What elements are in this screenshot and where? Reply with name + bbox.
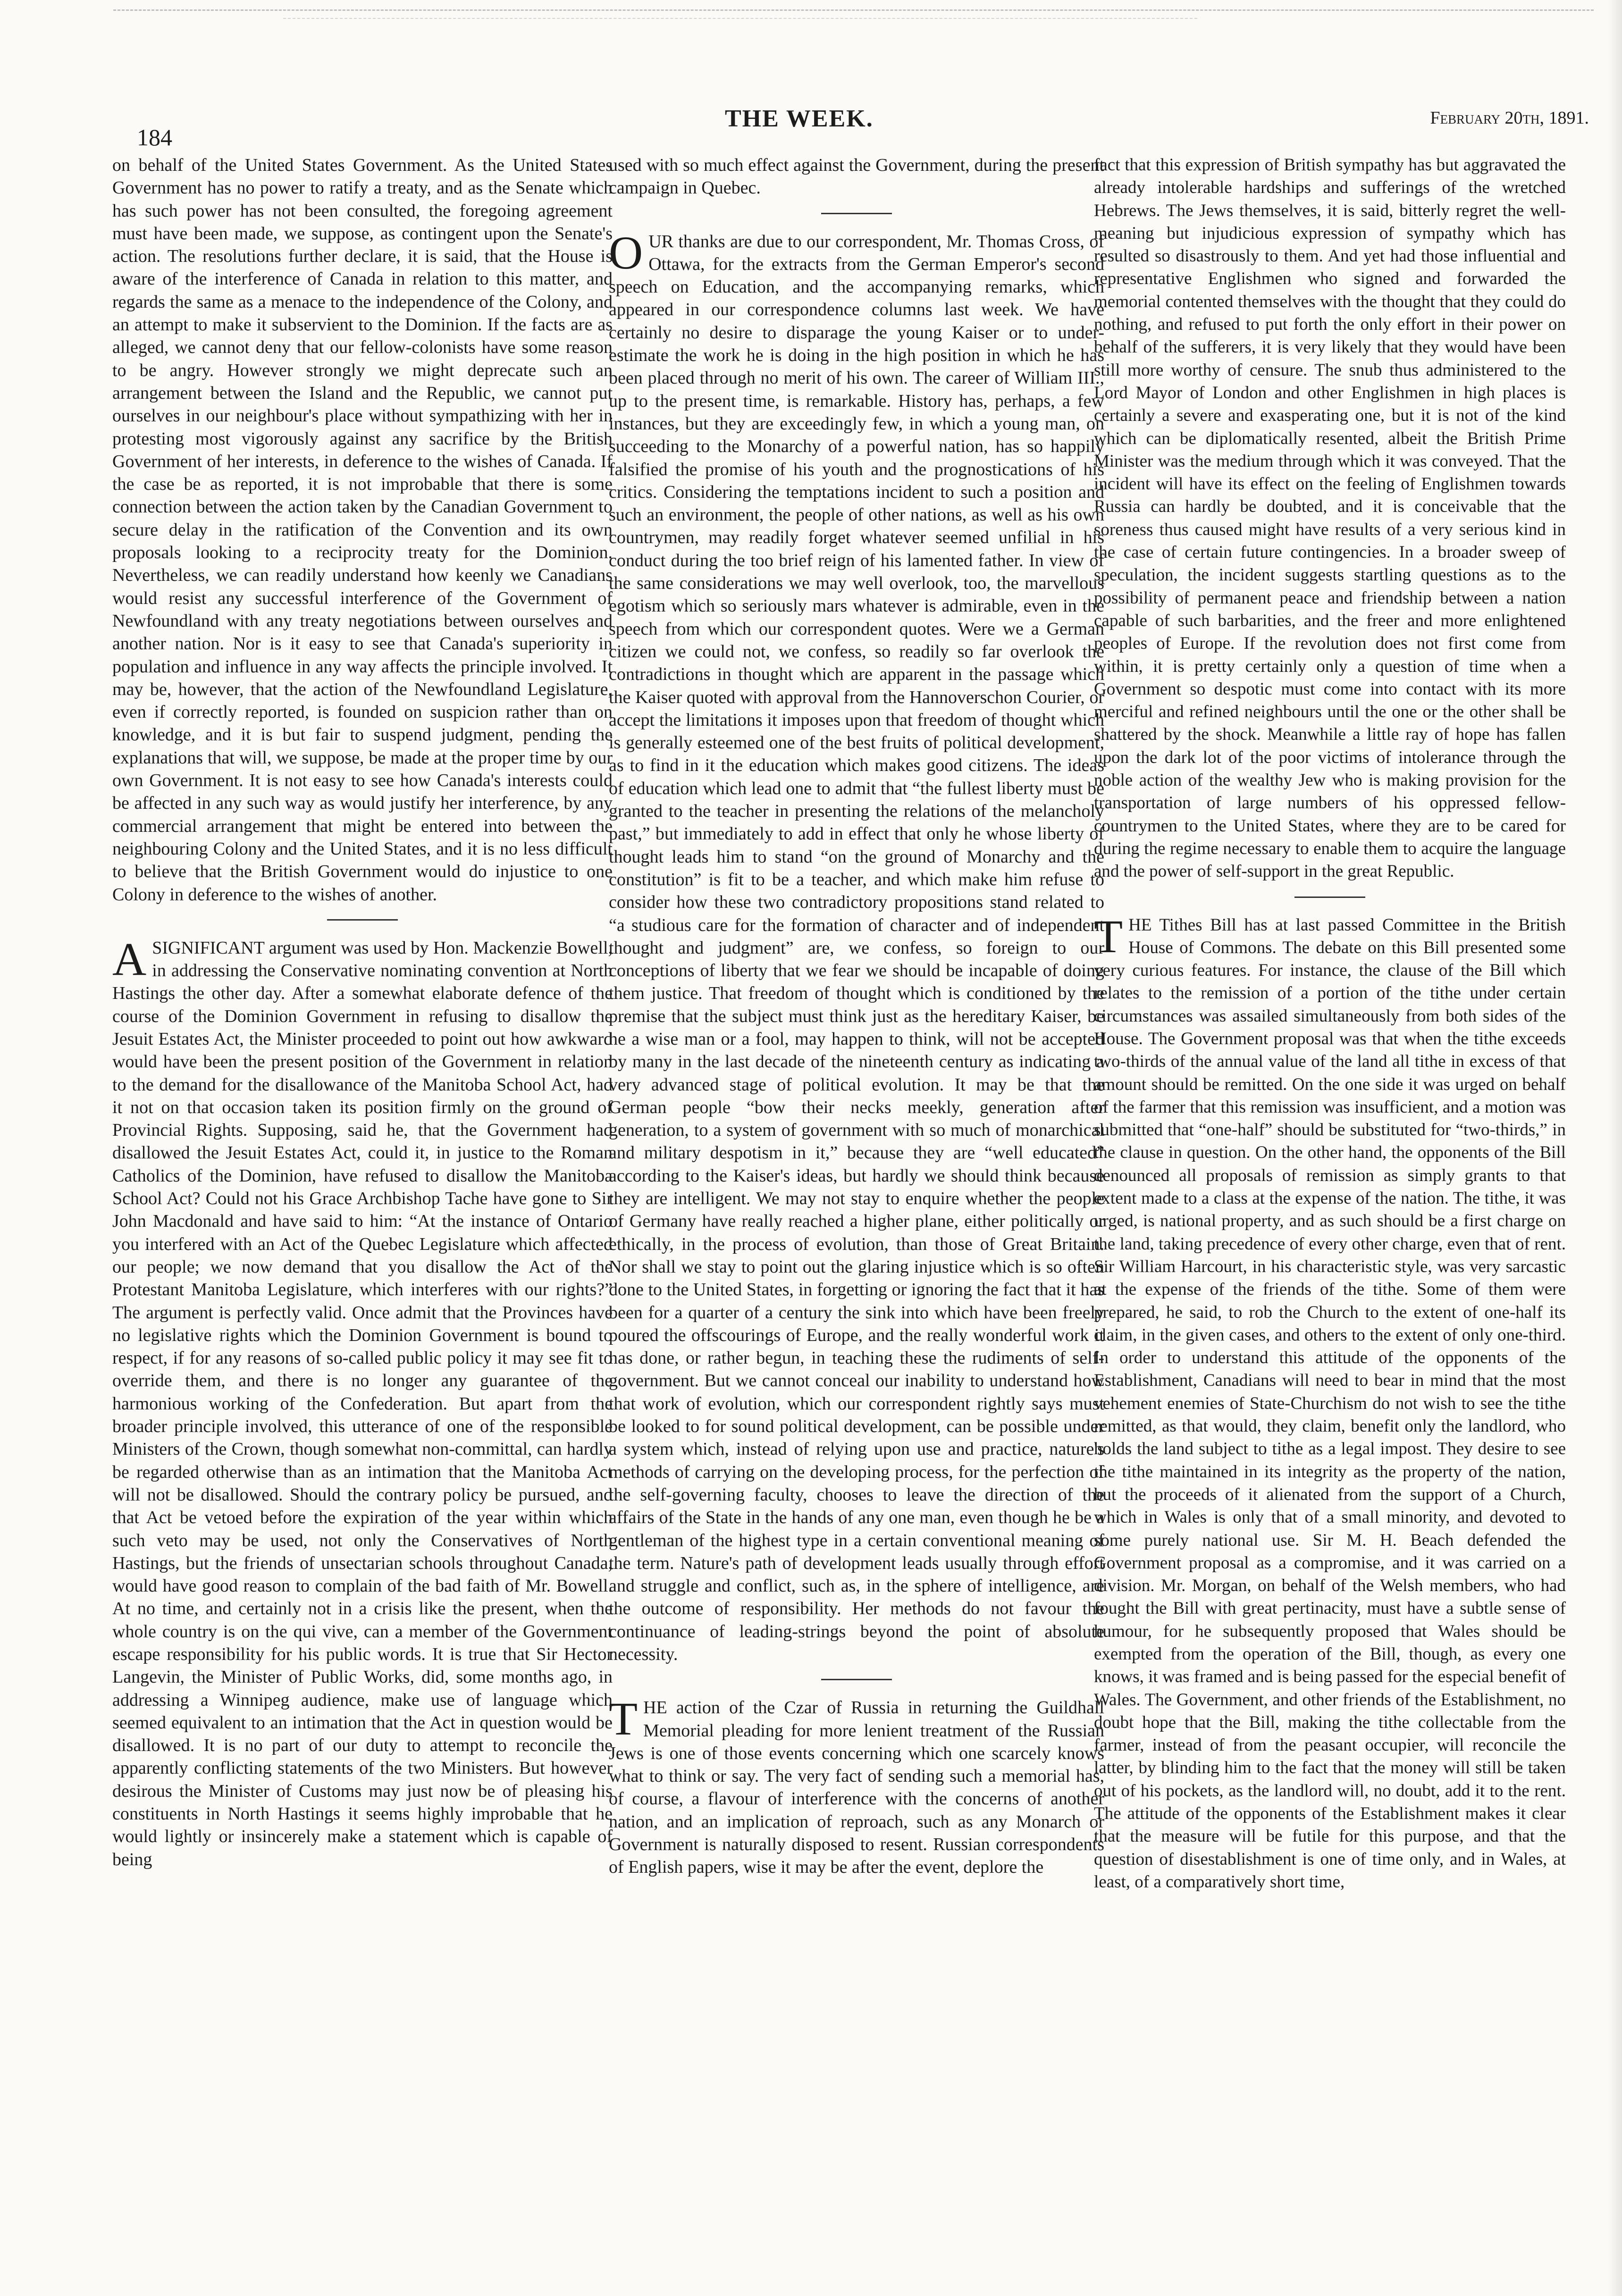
- paragraph: HE Tithes Bill has at last passed Committee in the British House of Commons. The debate on this Bill presented some very curious features. For instance, the clause of the Bill which relates to the remission of a portion of the tithe under certain circumstances was assailed simultaneously from both sides of the House. The Government proposal was that when the tithe exceeds two-thirds of the annual value of the land all tithe in excess of that amount should be remitted. On the one side it was urged on behalf of the farmer that this remission was insufficient, and a motion was submitted that “one-half” should be substituted for “two-thirds,” in the clause in question. On the other hand, the opponents of the Bill denounced all proposals of remission as simply grants to that extent made to a class at the expense of the nation. The tithe, it was urged, is national property, and as such should be a first charge on the land, taking precedence of every other charge, even that of rent. Sir William Harcourt, in his characteristic style, was very sarcastic at the expense of the friends of the tithe. Some of them were prepared, he said, to rob the Church to the extent of one-half its claim, in the given cases, and others to the extent of only one-third. In order to understand this attitude of the opponents of the Establishment, Canadians will need to bear in mind that the most vehement enemies of State-Churchism do not wish to see the tithe remitted, as that would, they claim, benefit only the landlord, who holds the land subject to tithe as a legal impost. They desire to see the tithe maintained in its integrity as the property of the nation, but the proceeds of it alienated from the support of a Church, which in Wales is only that of a small minority, and devoted to some purely national use. Sir M. H. Beach defended the Government proposal as a compromise, and it was carried on a division. Mr. Morgan, on behalf of the Welsh members, who had fought the Bill with great pertinacity, must have a subtle sense of humour, for he subsequently proposed that Wales should be exempted from the operation of the Bill, though, as every one knows, it was framed and is being passed for the especial benefit of Wales. The Government, and other friends of the Establishment, no doubt hope that the Bill, making the tithe collectable from the farmer, instead of from the peasant occupier, will reconcile the latter, by blinding him to the fact that the money will still be taken out of his pockets, as the landlord will, no doubt, add it to the rent. The attitude of the opponents of the Establishment makes it clear that the measure will be futile for this purpose, and that the question of disestablishment is one of time only, and in Wales, at least, of a comparatively short time,: [1094, 915, 1566, 1892]
- scan-edge-mark: [283, 18, 1197, 19]
- dateline: February 20th, 1891.: [1430, 108, 1589, 128]
- column-3: [1094, 154, 1566, 1894]
- page-shadow: [1608, 0, 1622, 2296]
- paragraph: HE action of the Czar of Russia in returning the Guildhall Memorial pleading for more lenient treatment of the Russian Jews is one of those events concerning which one scarcely knows what to think or say. The very fact of sending such a memorial has, of course, a flavour of interference with the concerns of another nation, and an implication of reproach, such as any Monarch or Government is naturally disposed to resent. Russian correspondents of English papers, wise it may be after the event, deplore the: [609, 1698, 1104, 1877]
- paragraph: fact that this expression of British sympathy has but aggravated the already intolerable hardships and sufferings of the wretched Hebrews. The Jews themselves, it is said, bitterly regret the well-meaning but injudicious expression of sympathy which has resulted so disastrously to them. And yet had those influential and representative Englishmen who signed and forwarded the memorial contented themselves with the thought that they could do nothing, and refused to put forth the only effort in their power on behalf of the sufferers, it is very likely that they would have been still more worthy of censure. The snub thus administered to the Lord Mayor of London and other Englishmen in high places is certainly a severe and exasperating one, but it is not of the kind which can be diplomatically resented, albeit the British Prime Minister was the medium through which it was conveyed. That the incident will have its effect on the feeling of Englishmen towards Russia can hardly be doubted, and it is conceivable that the soreness thus caused might have results of a very serious kind in the case of certain future contingencies. In a broader sweep of speculation, the incident suggests startling questions as to the possibility of permanent peace and friendship between a nation capable of such barbarities, and the freer and more enlightened peoples of Europe. If the revolution does not first come from within, it is pretty certainly only a question of time when a Government so despotic must come into contact with its more merciful and refined neighbours until the one or the other shall be shattered by the shock. Meanwhile a little ray of hope has fallen upon the dark lot of the poor victims of intolerance through the noble action of the wealthy Jew who is making provision for the transportation of large numbers of his oppressed fellow-countrymen to the United States, where they are to be cared for during the regime necessary to enable them to acquire the language and the power of self-support in the great Republic.: [1094, 155, 1566, 881]
- drop-cap: T: [609, 1693, 638, 1745]
- paragraph: used with so much effect against the Government, during the present campaign in Quebec.: [609, 155, 1104, 198]
- column-1: [112, 154, 613, 1871]
- page-number: 184: [137, 124, 172, 151]
- paragraph: UR thanks are due to our correspondent, Mr. Thomas Cross, of Ottawa, for the extracts from the German Emperor's second speech on Education, and the accompanying remarks, which appeared in our correspondence columns last week. We have certainly no desire to disparage the young Kaiser or to under-estimate the work he is doing in the high position in which he has been placed through no merit of his own. The career of William III., up to the present time, is remarkable. History has, perhaps, a few instances, but they are exceedingly few, in which a young man, on succeeding to the Monarchy of a powerful nation, has so happily falsified the promise of his youth and the prognostications of his critics. Considering the temptations incident to such a position and such an environment, the people of other nations, as well as his own countrymen, may readily forget whatever seemed unfilial in his conduct during the too brief reign of his lamented father. In view of the same considerations we may well overlook, too, the marvellous egotism which so seriously mars whatever is admirable, even in the speech from which our correspondent quotes. Were we a German citizen we could not, we confess, so readily so far overlook the contradictions in thought which are apparent in the passage which the Kaiser quoted with approval from the Hannoverschon Courier, or accept the limitations it imposes upon that freedom of thought which is generally esteemed one of the best fruits of political development, as to find in it the education which makes good citizens. The ideas of education which lead one to admit that “the fullest liberty must be granted to the teacher in presenting the relations of the melancholy past,” but immediately to add in effect that only he whose liberty of thought leads him to stand “on the ground of Monarchy and the constitution” is fit to be a teacher, and which make him refuse to consider how these two contradictory propositions stand related to “a studious care for the formation of character and of independent thought and judgment” are, we confess, so foreign to our conceptions of liberty that we fear we should be incapable of doing them justice. That freedom of thought which is conditioned by the premise that the subject must think just as the hereditary Kaiser, be he a wise man or a fool, may happen to think, will not be accepted by many in the last decade of the nineteenth century as indicating a very advanced stage of political evolution. It may be that the German people “bow their necks meekly, generation after generation, to a system of government with so much of monarchical and military despotism in it,” because they are “well educated” according to the Kaiser's ideas, but hardly we should think because they are intelligent. We may not stay to enquire whether the people of Germany have really reached a higher plane, either politically or ethically, in the process of evolution, than those of Great Britain. Nor shall we stay to point out the glaring injustice which is so often done to the United States, in forgetting or ignoring the fact that it has been for a quarter of a century the sink into which have been freely poured the offscourings of Europe, and the really wonderful work it has done, or rather begun, in teaching these the rudiments of self-government. But we cannot conceal our inability to understand how that work of evolution, which our correspondent rightly says must be looked to for sound political development, can be possible under a system which, instead of relying upon use and practice, nature's methods of carrying on the developing process, for the perfection of the self-governing faculty, chooses to leave the direction of the affairs of the State in the hands of any one man, even though he be a gentleman of the highest type in a certain conventional meaning of the term. Nature's path of development leads usually through effort and struggle and conflict, such as, in the sphere of intelligence, are the outcome of responsibility. Her methods do not favour the continuance of leading-strings beyond the point of absolute necessity.: [609, 231, 1104, 1664]
- paragraph: on behalf of the United States Government. As the United States Government has no power to ratify a treaty, and as the Senate which has such power has not been consulted, the foregoing agreement must have been made, we suppose, as contingent upon the Senate's action. The resolutions further declare, it is said, that the House is aware of the interference of Canada in relation to this matter, and regards the same as a menace to the independence of the Colony, and an attempt to make it subservient to the Dominion. If the facts are as alleged, we cannot deny that our fellow-colonists have some reason to be angry. However strongly we might deprecate such an arrangement between the Island and the Republic, we cannot put ourselves in our neighbour's place without sympathizing with her in protesting most vigorously against any sacrifice by the British Government of her interests, in deference to the wishes of Canada. If the case be as reported, it is not improbable that there is some connection between the action taken by the Canadian Government to secure delay in the ratification of the Convention and its own proposals looking to a reciprocity treaty for the Dominion. Nevertheless, we can readily understand how keenly we Canadians would resist any successful interference of the Government of Newfoundland with any treaty negotiations between ourselves and another nation. Nor is it easy to see that Canada's superiority in population and influence in any way affects the principle involved. It may be, however, that the action of the Newfoundland Legislature, even if correctly reported, is founded on suspicion rather than on knowledge, and it is but fair to suspend judgment, pending the explanations that will, we suppose, be made at the proper time by our own Government. It is not easy to see how Canada's interests could be affected in any such way as would justify her interference, by any commercial arrangement that might be entered into between the neighbouring Colony and the United States, and it is no less difficult to believe that the British Government would do injustice to one Colony in deference to the wishes of another.: [112, 155, 613, 905]
- section-divider: [821, 1679, 892, 1680]
- paragraph: SIGNIFICANT argument was used by Hon. Mackenzie Bowell, in addressing the Conservative nominating convention at North Hastings the other day. After a somewhat elaborate defence of the course of the Dominion Government in refusing to disallow the Jesuit Estates Act, the Minister proceeded to point out how awkward would have been the present position of the Government in relation to the demand for the disallowance of the Manitoba School Act, had it not on that occasion taken its position firmly on the ground of Provincial Rights. Supposing, said he, that the Government had disallowed the Jesuit Estates Act, could it, in justice to the Roman Catholics of the Dominion, have refused to disallow the Manitoba School Act? Could not his Grace Archbishop Tache have gone to Sir John Macdonald and have said to him: “At the instance of Ontario you interfered with an Act of the Quebec Legislature which affected our people; we now demand that you disallow the Act of the Protestant Manitoba Legislature, which interferes with our rights?” The argument is perfectly valid. Once admit that the Provinces have no legislative rights which the Dominion Government is bound to respect, if for any reasons of so-called public policy it may see fit to override them, and there is no longer any guarantee of the harmonious working of the Confederation. But apart from the broader principle involved, this utterance of one of the responsible Ministers of the Crown, though somewhat non-committal, can hardly be regarded otherwise than as an intimation that the Manitoba Act will not be disallowed. Should the contrary policy be pursued, and that Act be vetoed before the expiration of the year within which such veto may be used, not only the Conservatives of North Hastings, but the friends of unsectarian schools throughout Canada, would have good reason to complain of the bad faith of Mr. Bowell. At no time, and certainly not in a crisis like the present, when the whole country is on the qui vive, can a member of the Government escape responsibility for his public words. It is true that Sir Hector Langevin, the Minister of Public Works, did, some months ago, in addressing a Winnipeg audience, make use of language which seemed equivalent to an intimation that the Act in question would be disallowed. It is no part of our duty to attempt to reconcile the apparently conflicting statements of the two Ministers. But however desirous the Minister of Customs may just now be of pleasing his constituents in North Hastings it seems highly improbable that he would lightly or insincerely make a statement which is capable of being: [112, 938, 613, 1869]
- article-disallowance: [112, 932, 613, 1871]
- article-czar: [609, 1693, 1104, 1878]
- article-tithes-bill: [1094, 910, 1566, 1894]
- section-divider: [327, 919, 398, 921]
- drop-cap: A: [112, 932, 147, 985]
- section-divider: [1294, 897, 1365, 898]
- article-kaiser: [609, 226, 1104, 1666]
- column-2: [609, 154, 1104, 1879]
- drop-cap: T: [1094, 910, 1123, 963]
- drop-cap: O: [609, 226, 643, 279]
- section-divider: [821, 213, 892, 214]
- masthead: THE WEEK.: [725, 105, 874, 132]
- scan-edge-mark: [113, 9, 1594, 11]
